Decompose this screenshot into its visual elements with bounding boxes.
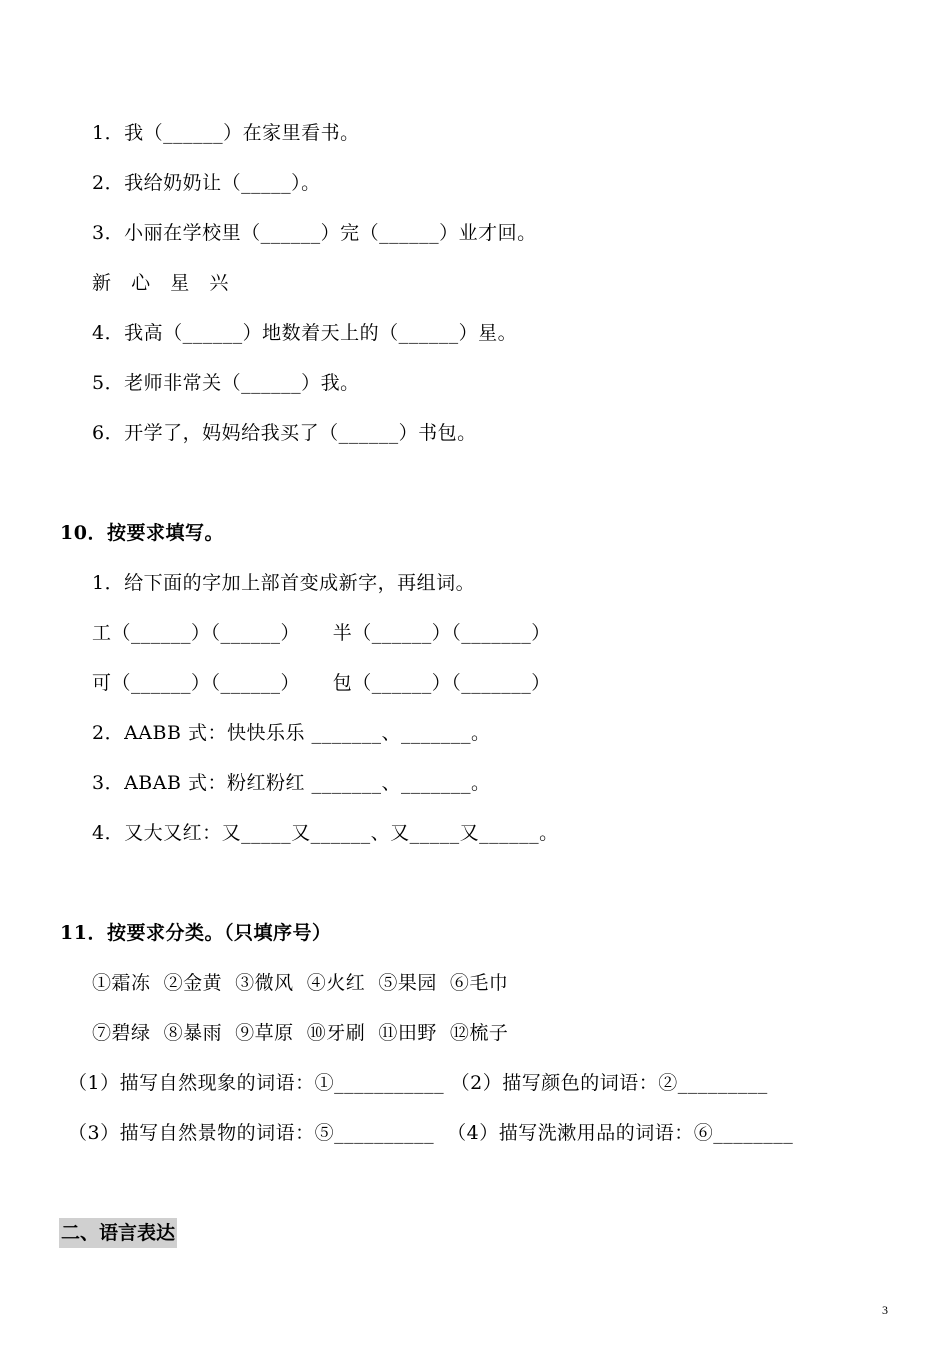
q9-item-5: 5．老师非常关（______）我。 xyxy=(92,372,360,394)
q10-sub2: 2．AABB 式：快快乐乐 _______、_______。 xyxy=(92,722,491,744)
q11-category-row2: （3）描写自然景物的词语：⑤__________ （4）描写洗漱用品的词语：⑥________ xyxy=(68,1122,794,1144)
q9-word-options: 新 心 星 兴 xyxy=(92,272,229,294)
page-number: 3 xyxy=(882,1303,888,1317)
q9-item-2: 2．我给奶奶让（_____）。 xyxy=(92,172,321,194)
q10-sub1: 1．给下面的字加上部首变成新字，再组词。 xyxy=(92,572,476,594)
section-title: 二、语言表达 xyxy=(59,1218,177,1248)
q10-sub3: 3．ABAB 式：粉红粉红 _______、_______。 xyxy=(92,772,491,794)
q9-item-1: 1．我（______）在家里看书。 xyxy=(92,122,360,144)
q9-item-6: 6．开学了，妈妈给我买了（______）书包。 xyxy=(92,422,477,444)
q11-words-row2: ⑦碧绿 ⑧暴雨 ⑨草原 ⑩牙刷 ⑪田野 ⑫梳子 xyxy=(92,1022,509,1044)
q9-item-4: 4．我高（______）地数着天上的（______）星。 xyxy=(92,322,518,344)
q10-row2: 可（______）（______） 包（______）（_______） xyxy=(92,672,551,694)
q10-sub4: 4．又大又红：又_____又______、又_____又______。 xyxy=(92,822,559,844)
q11-heading: 11．按要求分类。（只填序号） xyxy=(60,922,332,944)
q9-item-3: 3．小丽在学校里（______）完（______）业才回。 xyxy=(92,222,537,244)
q11-words-row1: ①霜冻 ②金黄 ③微风 ④火红 ⑤果园 ⑥毛巾 xyxy=(92,972,509,994)
q11-category-row1: （1）描写自然现象的词语：①___________ （2）描写颜色的词语：②_________ xyxy=(68,1072,768,1094)
q10-heading: 10．按要求填写。 xyxy=(60,522,224,544)
q10-row1: 工（______）（______） 半（______）（_______） xyxy=(92,622,551,644)
